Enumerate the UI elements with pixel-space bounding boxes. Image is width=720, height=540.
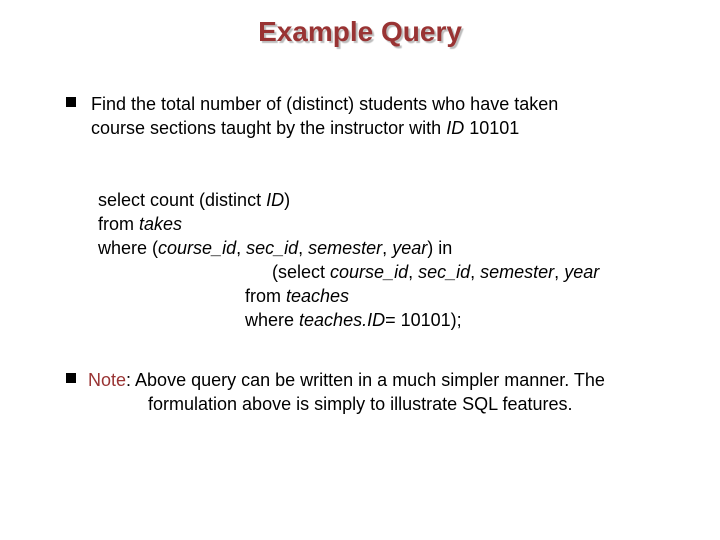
sql-line-4 <box>272 260 599 284</box>
bullet-line <box>88 368 706 392</box>
square-bullet-icon <box>66 373 76 383</box>
bullet-line: formulation above is simply to illustrate SQL features. <box>148 394 573 414</box>
sql-line-5 <box>245 284 349 308</box>
text-run: : Above query can be written in a much simpler manner. The <box>126 370 605 390</box>
sql-keyword: ) in <box>427 238 453 258</box>
sql-keyword: select count (distinct <box>98 190 267 210</box>
sql-identifier: year <box>392 238 428 258</box>
square-bullet-icon <box>66 97 76 107</box>
sql-punct: ) <box>284 190 291 210</box>
sql-identifier: sec_id <box>246 238 299 258</box>
sql-identifier: semester <box>308 238 383 258</box>
sql-punct: , <box>298 238 309 258</box>
bullet-line <box>91 116 706 140</box>
sql-punct: , <box>382 238 393 258</box>
sql-identifier: sec_id <box>418 262 471 282</box>
sql-identifier: teaches.ID <box>299 310 386 330</box>
text-run: course sections taught by the instructor with <box>91 118 447 138</box>
sql-punct: , <box>554 262 565 282</box>
bullet-text <box>88 368 706 416</box>
sql-keyword: from <box>98 214 140 234</box>
note-label: Note <box>88 370 127 390</box>
sql-identifier: ID <box>266 190 285 210</box>
bullet-line: Find the total number of (distinct) students who have taken <box>91 94 559 114</box>
text-run: 10101 <box>464 118 520 138</box>
sql-punct: , <box>408 262 419 282</box>
sql-identifier: semester <box>480 262 555 282</box>
sql-identifier: course_id <box>158 238 237 258</box>
sql-punct: , <box>470 262 481 282</box>
bullet-text <box>91 92 706 140</box>
sql-line-1 <box>98 188 290 212</box>
sql-keyword: from <box>245 286 287 306</box>
slide-title: Example Query <box>258 16 462 47</box>
bullet-item-question <box>66 92 706 140</box>
sql-identifier: year <box>564 262 600 282</box>
sql-keyword: where ( <box>98 238 159 258</box>
sql-line-2 <box>98 212 182 236</box>
sql-keyword: where <box>245 310 300 330</box>
sql-punct: = 10101); <box>385 310 462 330</box>
sql-identifier: takes <box>139 214 183 234</box>
sql-identifier: course_id <box>330 262 409 282</box>
sql-line-6 <box>245 308 462 332</box>
bullet-item-note <box>66 368 706 416</box>
sql-line-3 <box>98 236 452 260</box>
text-run-italic: ID <box>446 118 465 138</box>
sql-punct: , <box>236 238 247 258</box>
sql-keyword: (select <box>272 262 331 282</box>
sql-identifier: teaches <box>286 286 350 306</box>
